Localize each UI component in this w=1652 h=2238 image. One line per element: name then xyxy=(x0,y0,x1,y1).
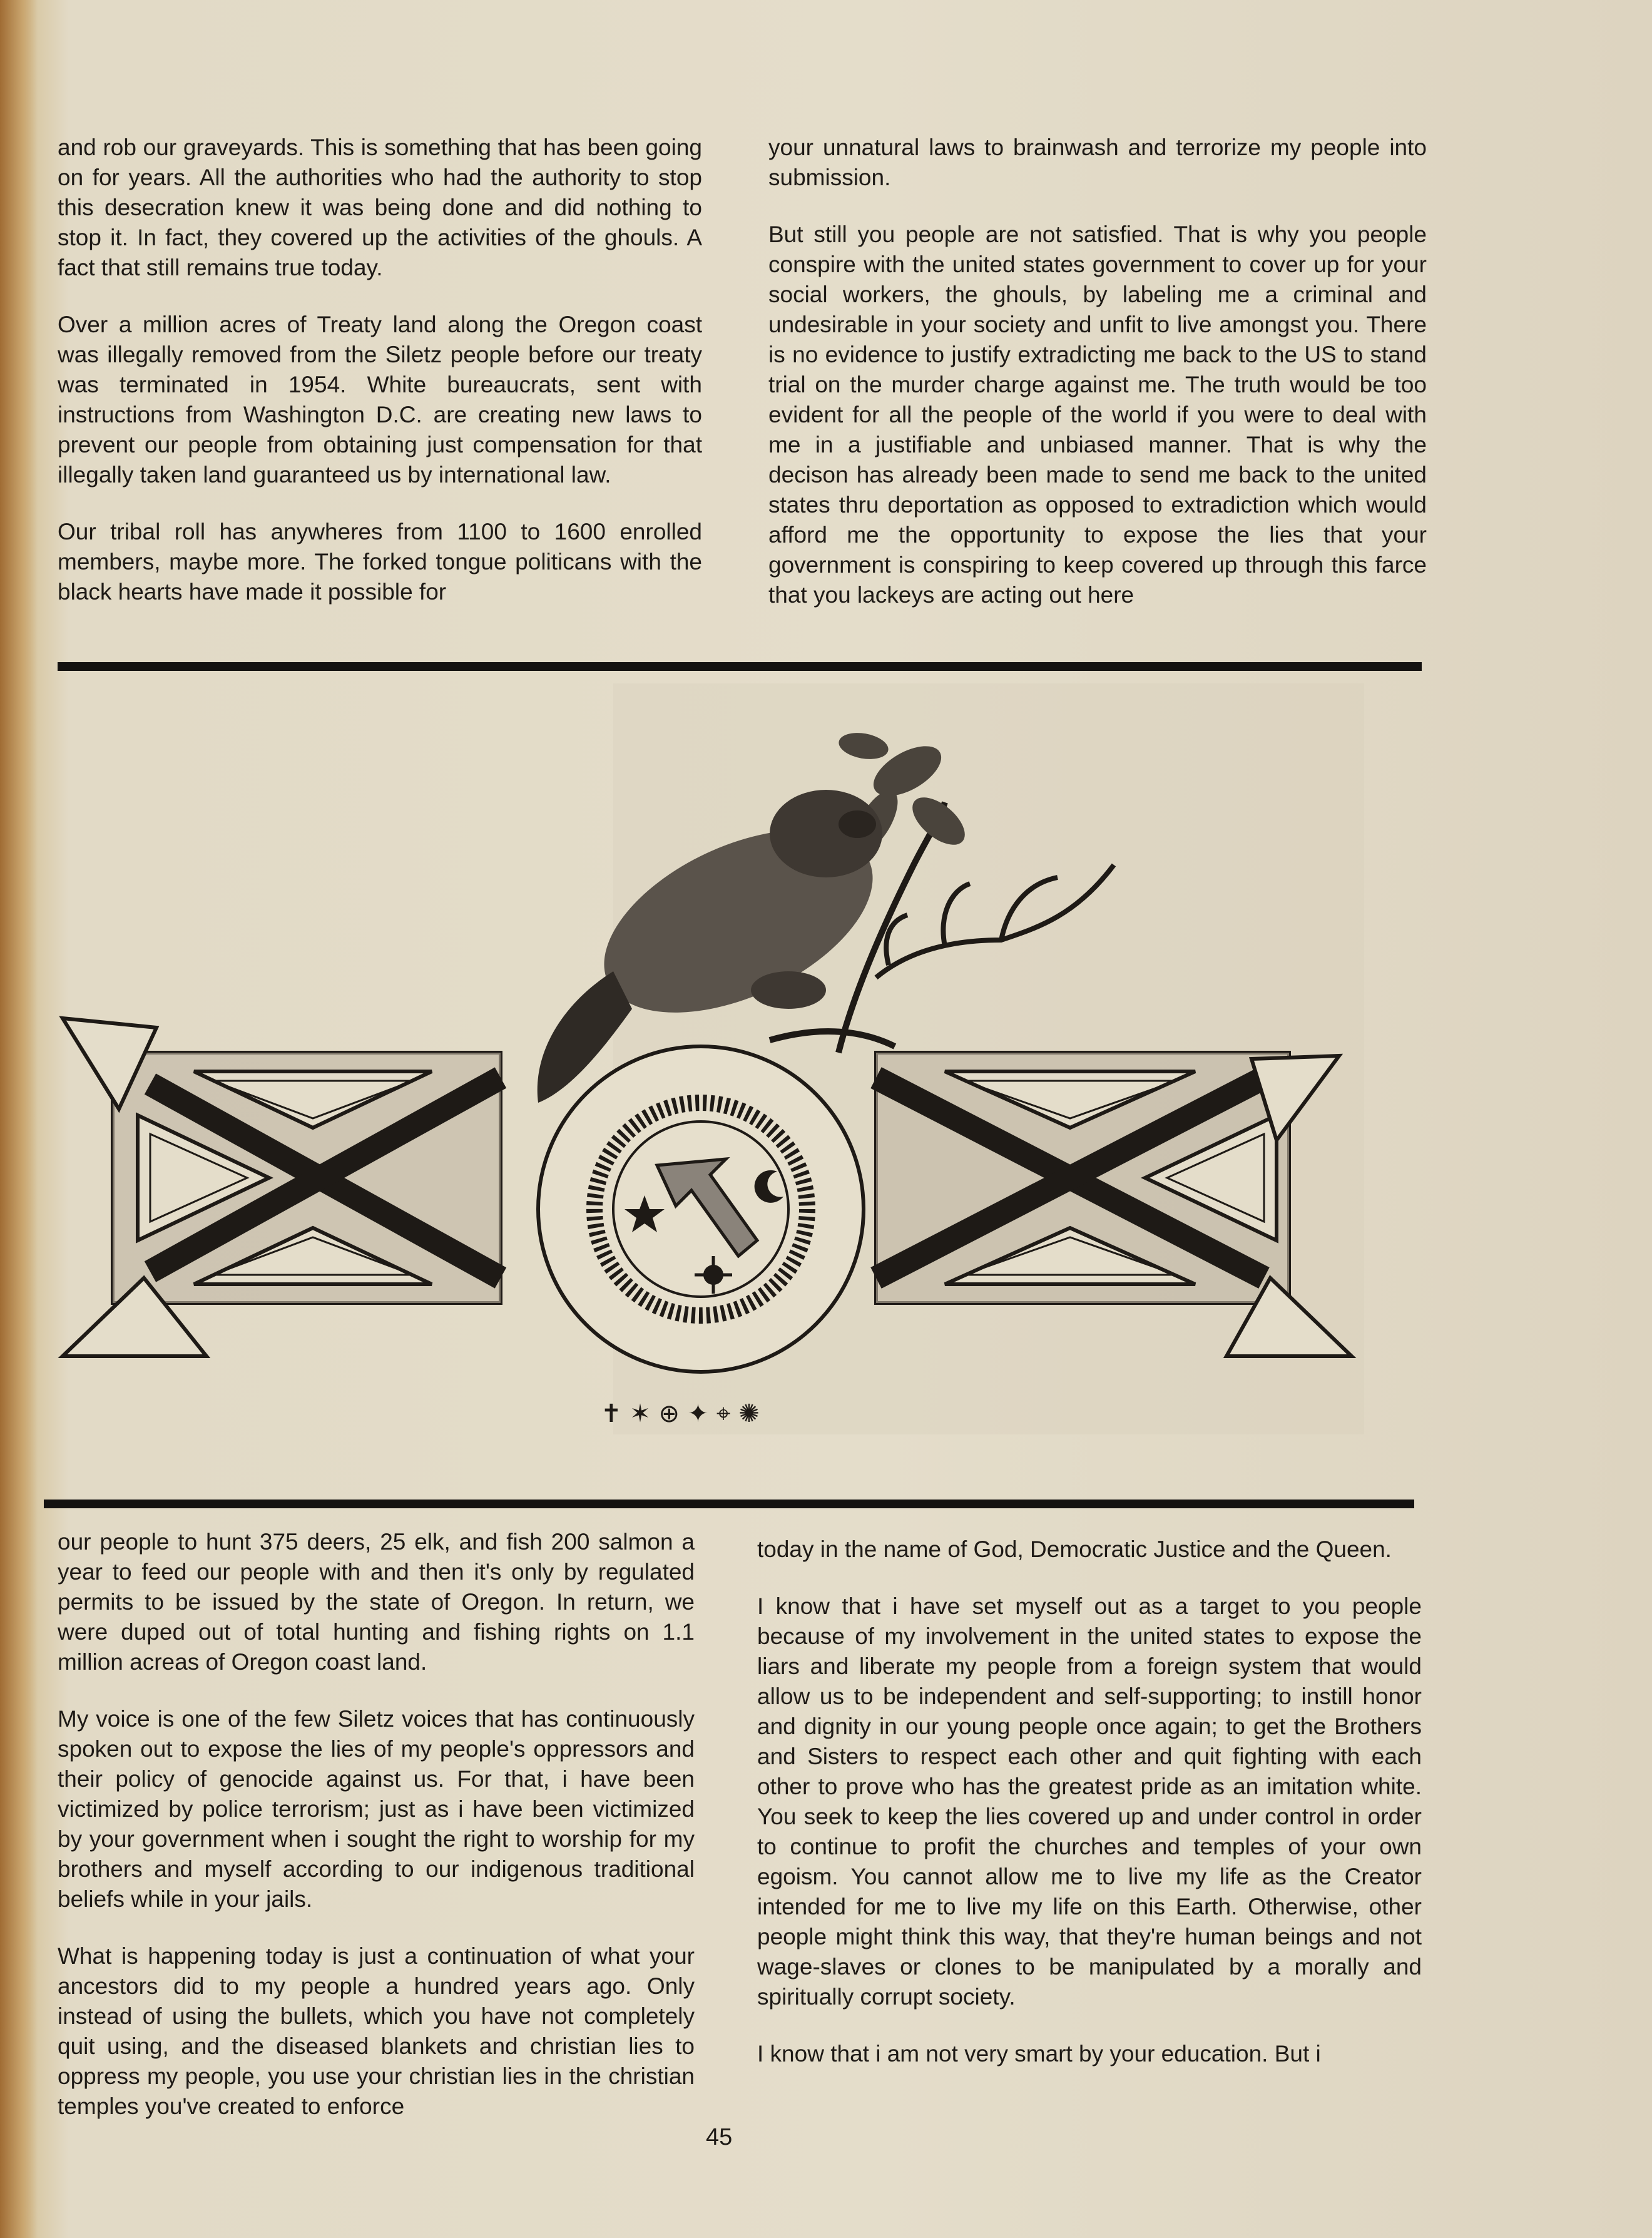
column-top-right xyxy=(768,133,1427,610)
column-bottom-left xyxy=(58,1527,695,2122)
paragraph: your unnatural laws to brainwash and terrorize my people into submission. xyxy=(768,135,1427,190)
paragraph: today in the name of God, Democratic Justice and the Queen. xyxy=(757,1536,1392,1562)
paragraph: our people to hunt 375 deers, 25 elk, and fish 200 salmon a year to feed our people with and then it's only by regulated permits to be issued by the state of Oregon. In return, we were duped out of total hunting and fishing rights on 1.1 million acreas of Oregon coast land. xyxy=(58,1529,695,1675)
paragraph: Over a million acres of Treaty land along the Oregon coast was illegally removed from the Siletz people before our treaty was terminated in 1954. White bureaucrats, sent with instructions from Washington D.C. are creating new laws to prevent our people from obtaining just compensation for that illegally taken land guaranteed us by international law. xyxy=(58,312,702,488)
artist-signature-glyphs: ✝ ✶ ⊕ ✦ ⌖ ✺ xyxy=(601,1399,760,1428)
book-spine-shadow xyxy=(0,0,38,2238)
beaver-emblem-illustration xyxy=(50,677,1414,1491)
page-number: 45 xyxy=(706,2124,733,2150)
column-top-left xyxy=(58,133,702,607)
left-geometric-banner xyxy=(63,1018,501,1356)
paragraph: I know that i have set myself out as a target to you people because of my involvement in the united states to expose the liars and liberate my people from a foreign system that would allow us to be independent and self-supporting; to instill honor and dignity in our young people once again; to get the Brothers and Sisters to respect each other and quit fighting with each other to prove who has the greatest pride as an imitation white. You seek to keep the lies covered up and under control in order to continue to profit the churches and temples of your own egoism. You cannot allow me to live my life as the Creator intended for me to live my life on this Earth. Otherwise, other people might think this way, that they're human beings and not wage-slaves or clones to be manipulated by a morally and spiritually corrupt society. xyxy=(757,1593,1422,2010)
divider-rule-top xyxy=(58,662,1422,671)
paragraph: My voice is one of the few Siletz voices that has continuously spoken out to expose the lies of my people's oppressors and their policy of genocide against us. For that, i have been victimized by police terrorism; just as i have been victimized by your government when i sought the right to worship for my brothers and myself according to our indigenous traditional beliefs while in your jails. xyxy=(58,1706,695,1912)
column-bottom-right xyxy=(757,1535,1422,2069)
paragraph: What is happening today is just a continuation of what your ancestors did to my people a hundred years ago. Only instead of using the bullets, which you have not completely quit using, and the diseased blankets and christian lies to oppress my people, you use your christian lies in the christian temples you've created to enforce xyxy=(58,1943,695,2119)
paragraph: I know that i am not very smart by your education. But i xyxy=(757,2041,1321,2067)
paragraph: and rob our graveyards. This is something that has been going on for years. All the authorities who had the authority to stop this desecration knew it was being done and did nothing to stop it. In fact, they covered up the activities of the ghouls. A fact that still remains true today. xyxy=(58,135,702,280)
central-medallion xyxy=(538,1046,864,1372)
paragraph: But still you people are not satisfied. That is why you people conspire with the united states government to cover up for your social workers, the ghouls, by labeling me a criminal and undesirable in your society and unfit to live amongst you. There is no evidence to justify extradicting me back to the US to stand trial on the murder charge against me. The truth would be too evident for all the people of the world if you were to deal with me in a justifiable and unbiased manner. That is why the decison has already been made to send me back to the united states thru deportation as opposed to extradiction which would afford me the opportunity to expose the lies that your government is conspiring to keep covered up through this farce that you lackeys are acting out here xyxy=(768,222,1427,608)
divider-rule-bottom xyxy=(44,1500,1414,1508)
paragraph: Our tribal roll has anywheres from 1100 to 1600 enrolled members, maybe more. The forked tongue politicans with the black hearts have made it possible for xyxy=(58,519,702,605)
